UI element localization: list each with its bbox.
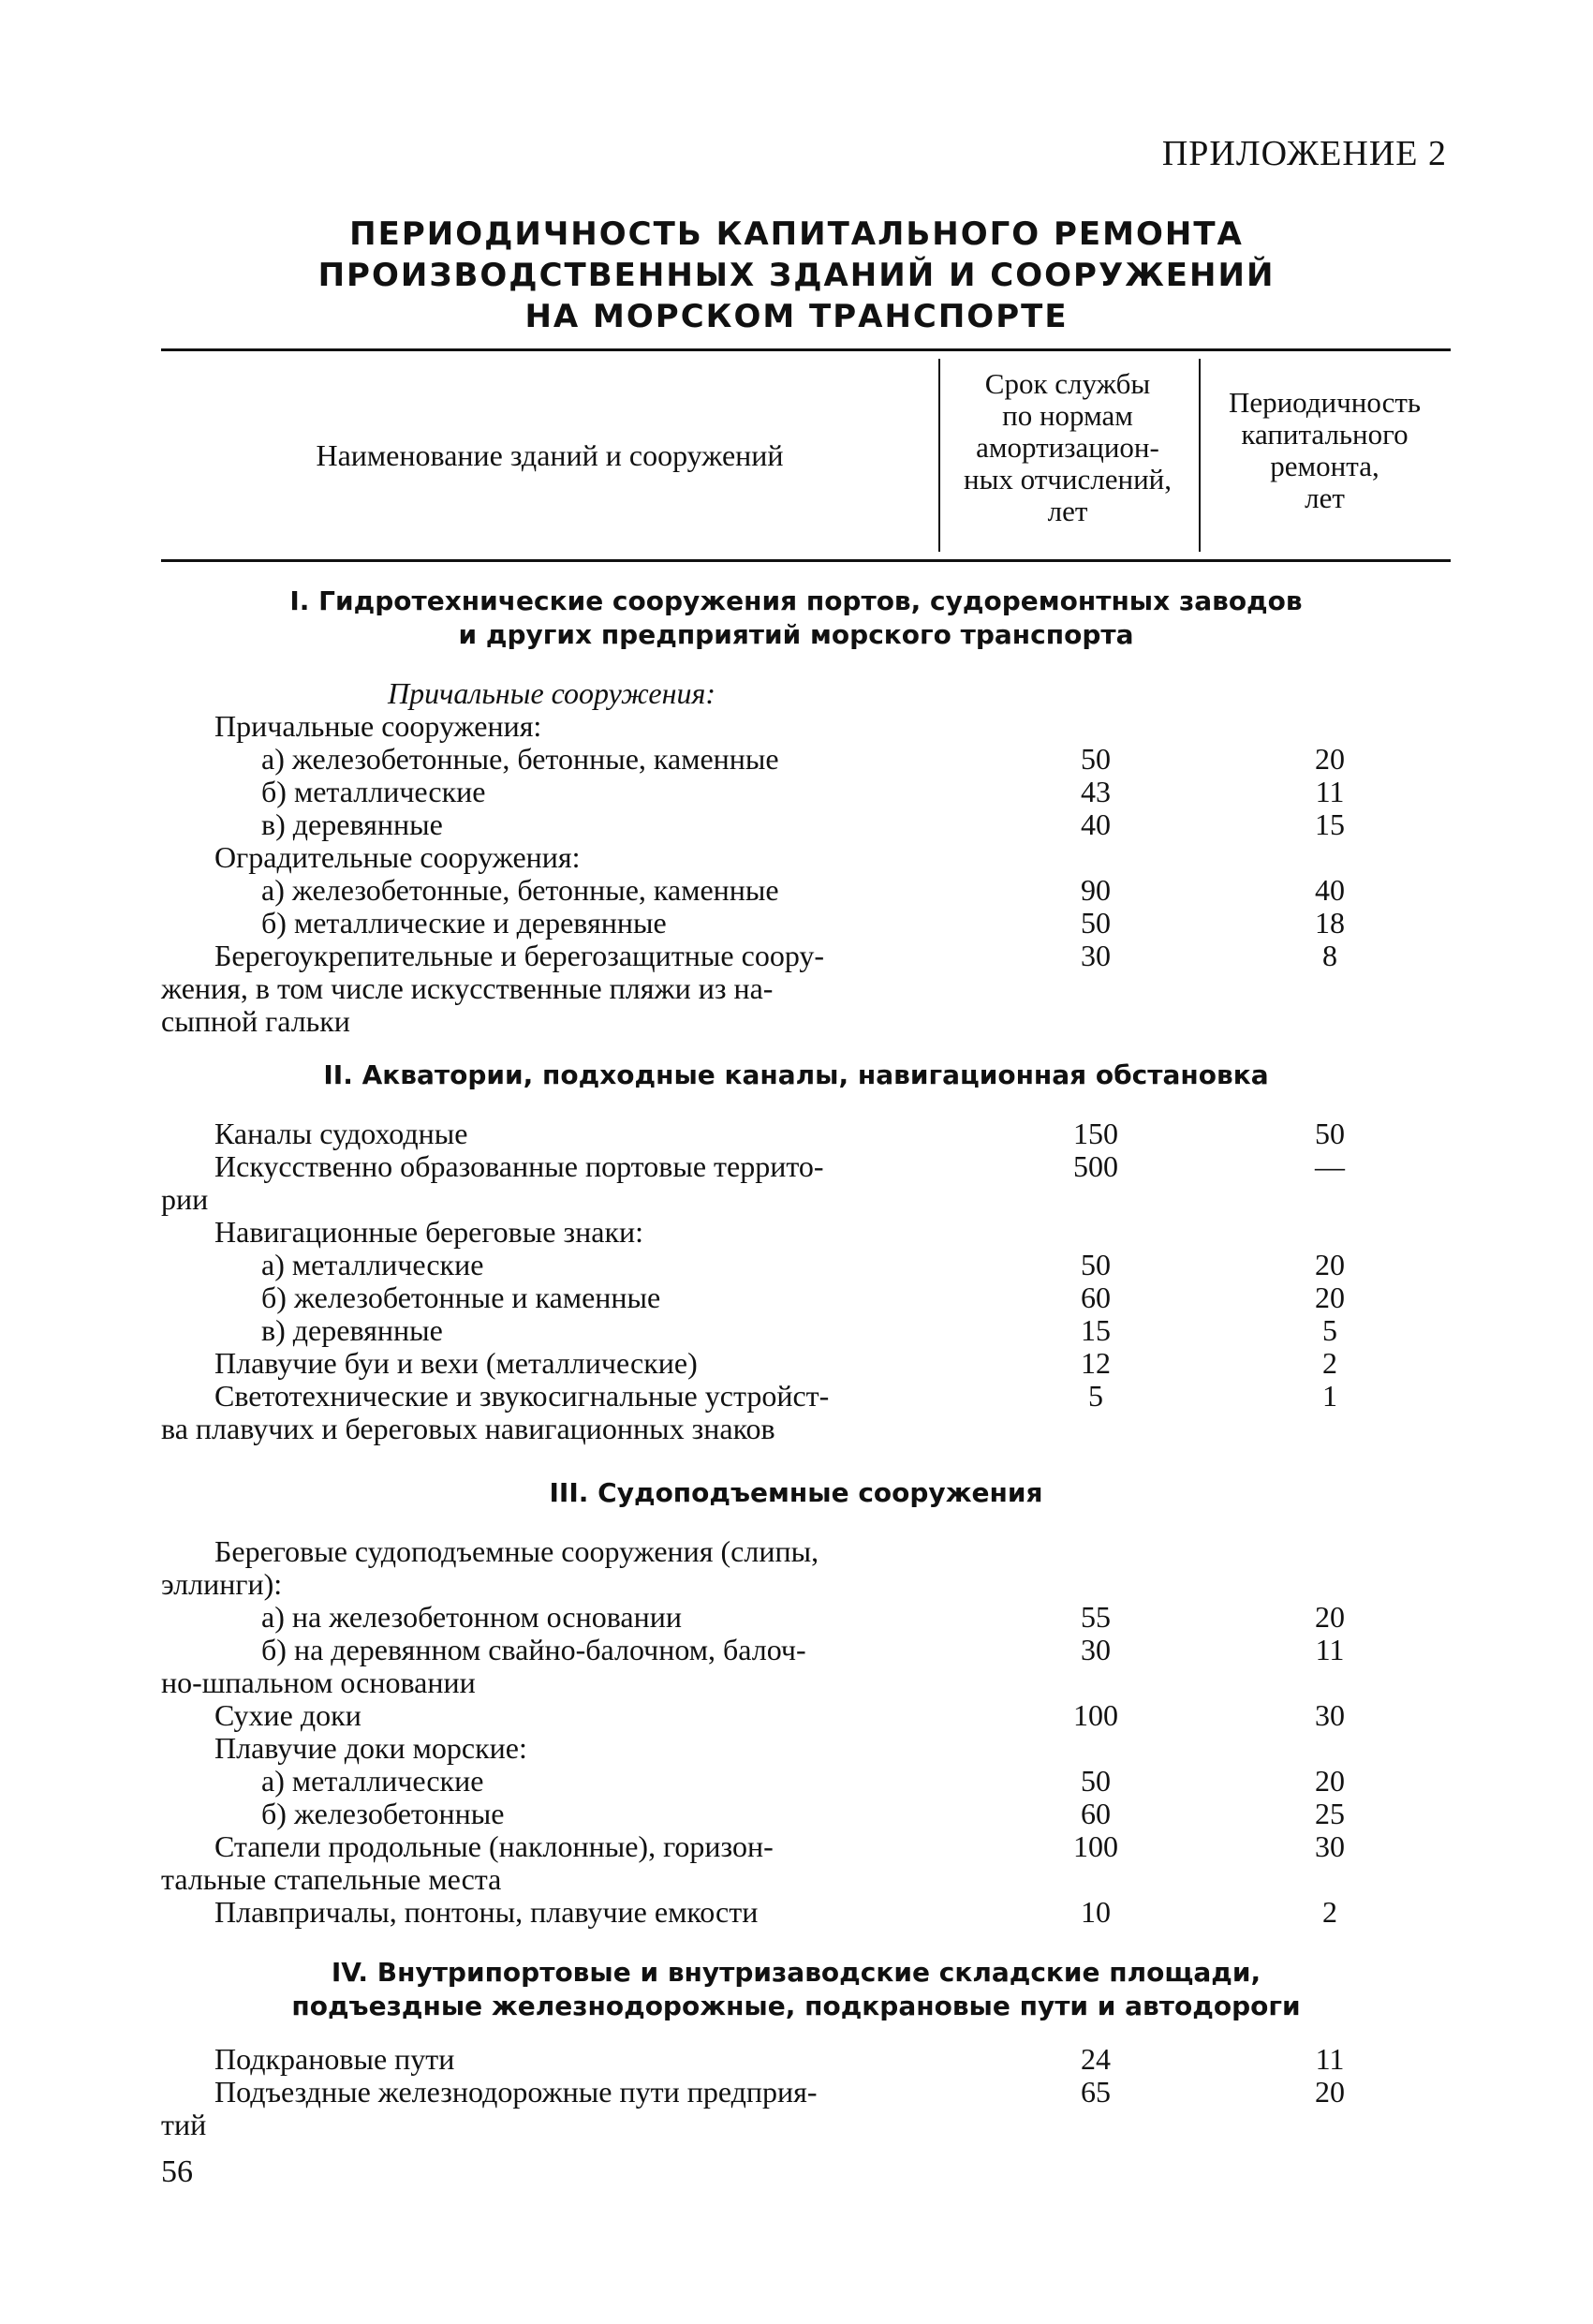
table-row: Плавучие доки морские: xyxy=(214,1731,527,1765)
table-row: Навигационные береговые знаки: xyxy=(214,1215,644,1249)
table-row: а) железобетонные, бетонные, каменные 50 20 xyxy=(261,742,1345,776)
table-row: а) железобетонные, бетонные, каменные 90 40 xyxy=(261,873,1345,907)
table-row: б) на деревянном свайно-балочном, балоч- 30 11 xyxy=(261,1633,1345,1666)
table-row: б) металлические 43 11 xyxy=(261,775,1345,808)
title-line: ПЕРИОДИЧНОСТЬ КАПИТАЛЬНОГО РЕМОНТА xyxy=(349,215,1244,253)
section-title: II. Акватории, подходные каналы, навигационная обстановка xyxy=(323,1059,1269,1090)
table-row: Подкрановые пути 24 11 xyxy=(214,2042,1345,2076)
table-row: в) деревянные 40 15 xyxy=(261,807,1345,841)
table-row: Оградительные сооружения: xyxy=(214,840,581,874)
table-row: Плавучие буи и вехи (металлические) 12 2 xyxy=(214,1346,1337,1380)
table-row: но-шпальном основании xyxy=(161,1665,476,1699)
table-row: Береговые судоподъемные сооружения (слипы, xyxy=(214,1534,819,1568)
table-row: жения, в том числе искусственные пляжи из на- xyxy=(161,971,774,1005)
title-line: ПРОИЗВОДСТВЕННЫХ ЗДАНИЙ И СООРУЖЕНИЙ xyxy=(317,257,1276,294)
table-row: Стапели продольные (наклонные), горизон- 100 30 xyxy=(214,1829,1345,1863)
table-row: в) деревянные 15 5 xyxy=(261,1313,1337,1347)
section-title: IV. Внутрипортовые и внутризаводские складские площади, подъездные железнодорожные, подкрановые пути и автодороги xyxy=(291,1957,1301,2021)
table-row: ва плавучих и береговых навигационных знаков xyxy=(161,1412,775,1445)
table-row: а) металлические 50 20 xyxy=(261,1248,1345,1281)
table-row: тий xyxy=(161,2108,207,2141)
table-row: Подъездные железнодорожные пути предприя- 65 20 xyxy=(214,2075,1345,2109)
table-row: б) металлические и деревянные 50 18 xyxy=(261,906,1345,940)
table-row: Сухие доки 100 30 xyxy=(214,1698,1345,1732)
section-title: III. Судоподъемные сооружения xyxy=(549,1477,1043,1508)
page-number: 56 xyxy=(161,2154,193,2189)
table-row: сыпной гальки xyxy=(161,1004,350,1038)
table-row: Каналы судоходные 150 50 xyxy=(214,1117,1345,1150)
table-row: б) железобетонные и каменные 60 20 xyxy=(261,1280,1345,1314)
table-row: тальные стапельные места xyxy=(161,1862,502,1896)
column-header-periodicity: Периодичность капитального ремонта, лет xyxy=(1228,386,1422,514)
table-row: Искусственно образованные портовые террито- 500 — xyxy=(214,1149,1345,1183)
table-row: а) металлические 50 20 xyxy=(261,1764,1345,1798)
table-row: Берегоукрепительные и берегозащитные соору- 30 8 xyxy=(214,939,1337,972)
table-row: а) на железобетонном основании 55 20 xyxy=(261,1600,1345,1634)
document-title xyxy=(0,214,1593,337)
table-row: Причальные сооружения: xyxy=(214,709,542,743)
table-row: эллинги): xyxy=(161,1567,283,1601)
table-row: Плавпричалы, понтоны, плавучие емкости 10 2 xyxy=(214,1895,1337,1929)
column-header-name: Наименование зданий и сооружений xyxy=(316,437,784,472)
appendix-label: ПРИЛОЖЕНИЕ 2 xyxy=(1161,134,1447,173)
table-row: б) железобетонные 60 25 xyxy=(261,1797,1345,1830)
column-header-service-life: Срок службы по нормам амортизацион- ных отчислений, лет xyxy=(964,367,1172,527)
table-row: рии xyxy=(161,1182,209,1216)
table-row: Причальные сооружения: xyxy=(388,676,715,710)
title-line: НА МОРСКОМ ТРАНСПОРТЕ xyxy=(524,298,1069,335)
table-header xyxy=(161,348,1451,562)
table-row: Светотехнические и звукосигнальные устройст- 5 1 xyxy=(214,1379,1337,1413)
section-title: I. Гидротехнические сооружения портов, судоремонтных заводов и других предприятий морского транспорта xyxy=(289,585,1303,650)
